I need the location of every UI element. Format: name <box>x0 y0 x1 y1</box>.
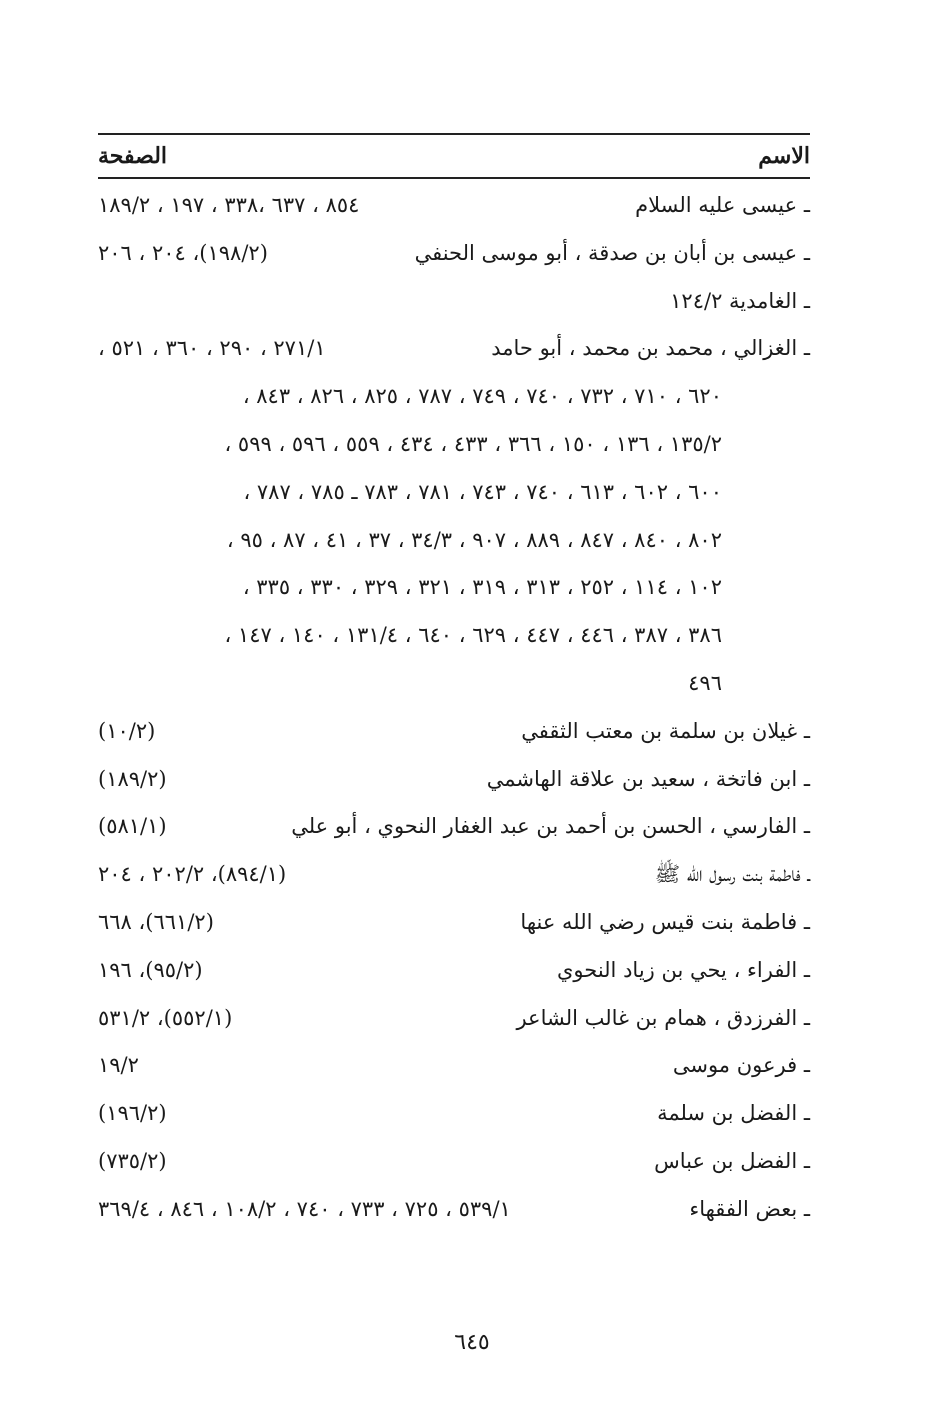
name-column-header: الاسم <box>758 143 810 169</box>
index-continuation-line <box>98 612 810 660</box>
index-entry <box>98 708 810 756</box>
entry-pages: ٨٥٤ ، ٦٣٧ ،٣٣٨ ، ١٩٧ ، ١٨٩/٢ <box>98 193 360 217</box>
entry-name: ـ فرعون موسى <box>672 1053 810 1078</box>
index-entry <box>98 851 810 899</box>
index-entry <box>98 756 810 804</box>
entry-name: ـ عيسى عليه السلام <box>635 193 810 217</box>
continuation-pages: ٣٨٦ ، ٣٨٧ ، ٤٤٦ ، ٤٤٧ ، ٦٢٩ ، ٦٤٠ ، ١٣١/٤ ، ١٤٠ ، ١٤٧ ، <box>224 623 722 648</box>
index-continuation-line <box>98 660 810 708</box>
entry-name: ـ الفراء ، يحي بن زياد النحوي <box>556 957 810 982</box>
continuation-pages: ٦٠٠ ، ٦٠٢ ، ٦١٣ ، ٧٤٠ ، ٧٤٣ ، ٧٨١ ، ٧٨٣ ـ ٧٨٥ ، ٧٨٧ ، <box>243 479 722 504</box>
entry-pages: (٨٩٤/١)، ٢٠٢/٢ ، ٢٠٤ <box>98 862 287 887</box>
index-entry <box>98 899 810 947</box>
entry-name: ـ ابن فاتخة ، سعيد بن علاقة الهاشمي <box>486 766 810 791</box>
index-entry <box>98 278 810 326</box>
index-entry <box>98 1138 810 1186</box>
index-entry <box>98 995 810 1043</box>
index-continuation-line <box>98 517 810 565</box>
index-entry <box>98 1090 810 1138</box>
entry-name: ـ الفرزدق ، همام بن غالب الشاعر <box>516 1005 810 1030</box>
index-entry <box>98 947 810 995</box>
entry-pages: ٥٣٩/١ ، ٧٢٥ ، ٧٣٣ ، ٧٤٠ ، ١٠٨/٢ ، ٨٤٦ ، ٣٦٩/٤ <box>98 1196 511 1221</box>
entry-name: ـ غيلان بن سلمة بن معتب الثقفي <box>521 718 810 743</box>
continuation-pages: ٦٢٠ ، ٧١٠ ، ٧٣٢ ، ٧٤٠ ، ٧٤٩ ، ٧٨٧ ، ٨٢٥ ، ٨٢٦ ، ٨٤٣ ، <box>242 384 722 409</box>
entry-name: ـ فاطمة بنت رسول الله ﷺ <box>654 862 810 887</box>
entry-pages: (١٩٦/٢) <box>98 1101 167 1126</box>
index-entry <box>98 1042 810 1090</box>
index-entry <box>98 803 810 851</box>
entry-pages: (٥٨١/١) <box>98 814 167 839</box>
entry-name: ـ الفارسي ، الحسن بن أحمد بن عبد الغفار النحوي ، أبو علي <box>291 814 810 839</box>
entry-pages: (١٠/٢) <box>98 718 156 743</box>
entry-pages: (١٨٩/٢) <box>98 766 167 791</box>
entry-name: ـ الغزالي ، محمد بن محمد ، أبو حامد <box>491 336 810 361</box>
continuation-pages: ١٠٢ ، ١١٤ ، ٢٥٢ ، ٣١٣ ، ٣١٩ ، ٣٢١ ، ٣٢٩ ، ٣٣٠ ، ٣٣٥ ، <box>242 575 722 600</box>
index-entries <box>98 182 810 1234</box>
page-number: ٦٤٥ <box>454 1330 490 1355</box>
index-entry <box>98 1186 810 1234</box>
entry-pages: (٥٥٢/١)، ٥٣١/٢ <box>98 1005 233 1030</box>
entry-pages: (٧٣٥/٢) <box>98 1148 167 1173</box>
entry-pages: ١٩/٢ <box>98 1053 139 1078</box>
entry-pages: ٢٧١/١ ، ٢٩٠ ، ٣٦٠ ، ٥٢١ ، <box>98 336 326 361</box>
entry-name: ـ الغامدية ١٢٤/٢ <box>670 288 810 313</box>
entry-name: ـ الفضل بن سلمة <box>657 1101 810 1126</box>
index-continuation-line <box>98 421 810 469</box>
entry-pages: (١٩٨/٢)، ٢٠٤ ، ٢٠٦ <box>98 240 268 265</box>
entry-pages: (٩٥/٢)، ١٩٦ <box>98 957 203 982</box>
page-column-header: الصفحة <box>98 143 168 169</box>
entry-pages: (٦٦١/٢)، ٦٦٨ <box>98 909 214 934</box>
entry-name: ـ فاطمة بنت قيس رضي الله عنها <box>520 909 810 934</box>
continuation-pages: ٨٠٢ ، ٨٤٠ ، ٨٤٧ ، ٨٨٩ ، ٩٠٧ ، ٣٤/٣ ، ٣٧ ، ٤١ ، ٨٧ ، ٩٥ ، <box>226 527 722 552</box>
index-entry <box>98 230 810 278</box>
continuation-pages: ٤٩٦ <box>688 670 722 695</box>
entry-name: ـ بعض الفقهاء <box>689 1196 810 1221</box>
index-continuation-line <box>98 564 810 612</box>
index-entry <box>98 325 810 373</box>
index-header <box>98 133 810 179</box>
entry-name: ـ الفضل بن عباس <box>654 1148 810 1173</box>
index-continuation-line <box>98 373 810 421</box>
entry-name: ـ عيسى بن أبان بن صدقة ، أبو موسى الحنفي <box>414 240 810 265</box>
index-continuation-line <box>98 469 810 517</box>
index-entry <box>98 182 810 230</box>
continuation-pages: ١٣٥/٢ ، ١٣٦ ، ١٥٠ ، ٣٦٦ ، ٤٣٣ ، ٤٣٤ ، ٥٥٩ ، ٥٩٦ ، ٥٩٩ ، <box>224 431 722 456</box>
